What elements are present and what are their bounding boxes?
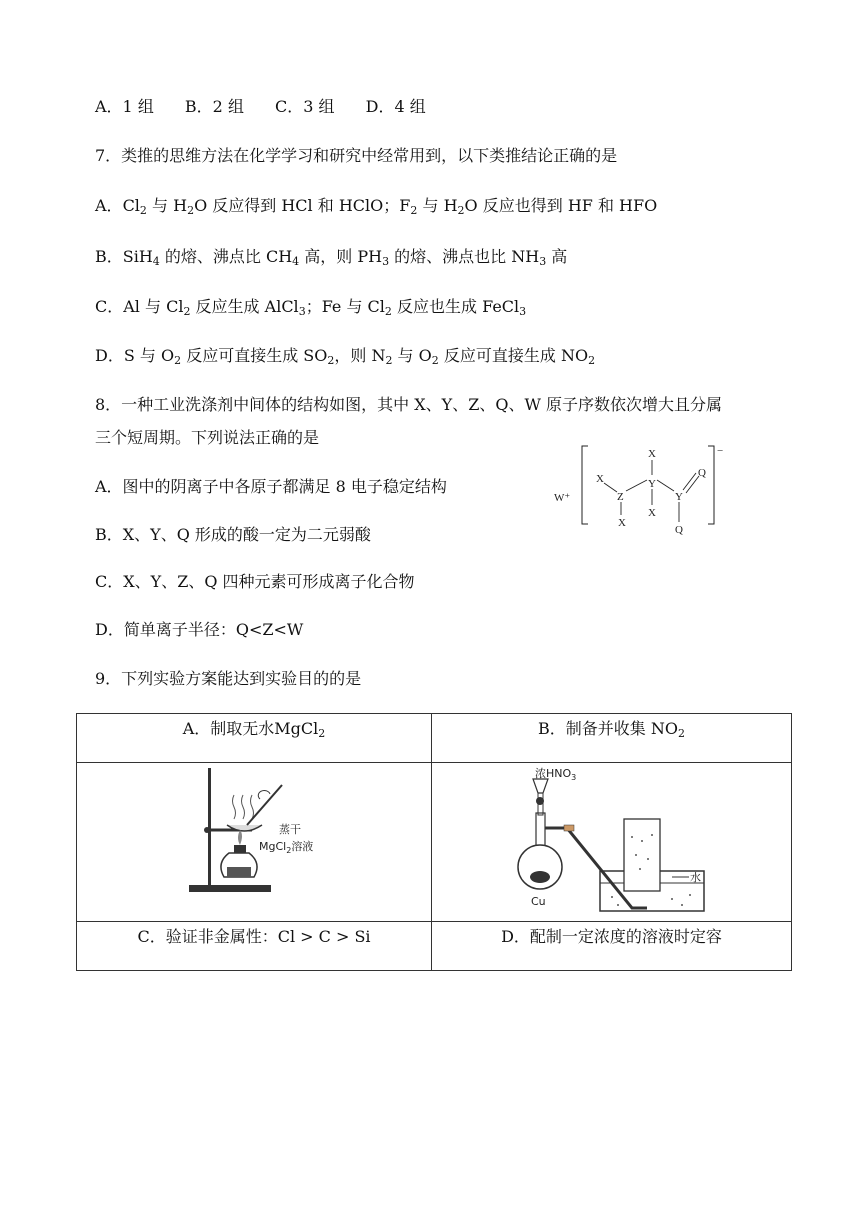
anion-structure-diagram [540,440,740,550]
q8-option-d: D．简单离子半径：Q<Z<W [95,620,304,639]
q7-option-d: D．S 与 $O_2$ 反应可直接生成 $SO_2$，则 $N_2$ 与 $O_2$ 反应可直接生成 $NO_2$ [95,346,596,367]
q6-option-a: A．1 组 [95,97,154,116]
experiment-table [76,713,792,971]
q6-option-b: B．2 组 [184,97,244,116]
q8-stem-line2: 三个短周期。下列说法正确的是 [95,428,320,447]
cell-a-figure [77,763,432,922]
b-label-acid: 浓$HNO_3$ [535,767,577,782]
q7-stem: 7．类推的思维方法在化学学习和研究中经常用到，以下类推结论正确的是 [95,146,618,165]
atom-y-1: Y [648,478,656,490]
cell-b-figure [432,763,792,922]
cell-a-head: A．制取无水MgCl$_2$ [77,714,432,763]
left-bracket [582,446,588,524]
cation-label: W⁺ [554,492,571,504]
no2-apparatus-figure [432,763,793,921]
atom-y-2: Y [675,491,683,503]
q6-option-c: C．3 组 [275,97,335,116]
cell-c-head: C．验证非金属性：Cl > C > Si [77,922,432,971]
atom-x-3: X [648,448,656,460]
q9-stem: 9．下列实验方案能达到实验目的的是 [95,669,362,688]
gas-jar [624,819,660,891]
stand-base [189,885,271,892]
q6-option-d: D．4 组 [365,97,426,116]
q7-option-a: A．$Cl_2$ 与 $H_2O$ 反应得到 HCl 和 HClO；$F_2$ 与 $H_2O$ 反应也得到 HF 和 HFO [95,196,658,217]
q8-option-a: A．图中的阴离子中各原子都满足 8 电子稳定结构 [95,477,447,496]
right-bracket [708,446,714,524]
dropping-funnel [533,779,548,793]
q8-option-c: C．X、Y、Z、Q 四种元素可形成离子化合物 [95,572,415,591]
q6-options [95,97,452,117]
stand-rod [208,768,211,886]
glass-rod [247,785,282,825]
q7-option-b: B．SiH$_4$ 的熔、沸点比 $CH_4$ 高，则 $PH_3$ 的熔、沸点也比 $NH_3$ 高 [95,247,568,268]
q8-option-b: B．X、Y、Q 形成的酸一定为二元弱酸 [95,525,371,544]
q7-option-c: C．Al 与 $Cl_2$ 反应生成 AlCl$_3$；Fe 与 $Cl_2$ 反应也生成 FeCl$_3$ [95,297,527,318]
atom-q-2: Q [675,524,683,536]
evaporation-apparatus-figure [77,763,431,921]
a-label-solution: MgCl$_2$溶液 [259,840,314,855]
cell-d-head: D．配制一定浓度的溶液时定容 [432,922,792,971]
flame [238,830,242,845]
cell-b-head: B．制备并收集 $NO_2$ [432,714,792,763]
atom-z: Z [617,491,624,503]
b-label-water: 水 [690,871,701,884]
atom-x-4: X [648,507,656,519]
atom-q-1: Q [698,467,706,479]
b-label-copper: Cu [531,895,546,908]
copper [530,871,550,883]
q8-stem-line1: 8．一种工业洗涤剂中间体的结构如图，其中 X、Y、Z、Q、W 原子序数依次增大且分属 [95,395,722,414]
atom-x-1: X [596,473,604,485]
charge-label: − [717,445,724,457]
atom-x-2: X [618,517,626,529]
a-label-evaporate: 蒸干 [279,823,301,836]
